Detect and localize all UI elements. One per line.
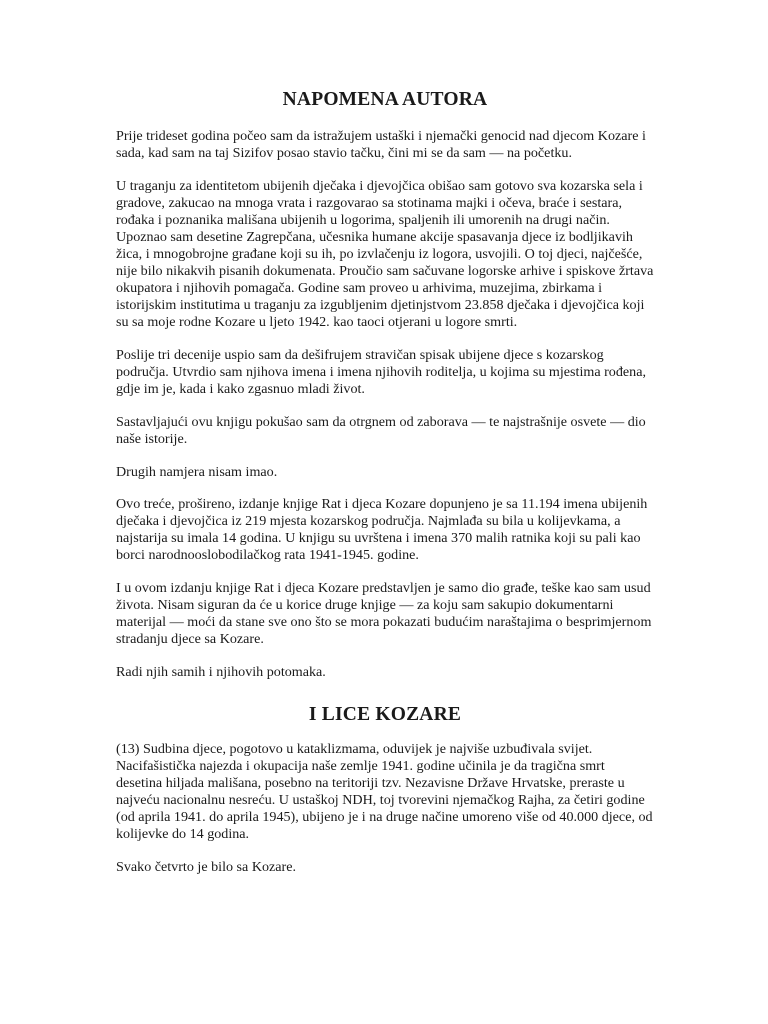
section-title-lice-kozare: I LICE KOZARE <box>308 703 462 725</box>
paragraph: Radi njih samih i njihovih potomaka. <box>116 663 326 680</box>
paragraph: Prije trideset godina počeo sam da istražujem ustaški i njemački genocid nad djecom Kozare i sada, kad sam na taj Sizifov posao stavio tačku, čini mi se da sam — na početku. <box>116 128 646 162</box>
paragraph: Drugih namjera nisam imao. <box>116 463 278 480</box>
paragraph: U traganju za identitetom ubijenih dječaka i djevojčica obišao sam gotovo sva kozarska sela i gradove, zakucao na mnoga vrata i razgovarao sa stotinama majki i očeva, braće i sestara, rođaka i poznanika mališana ubijenih u logorima, spaljenih ili umorenih na drugi način. Upoznao sam desetine Zagrepčana, učesnika humane akcije spasavanja djece iz bodljikavih žica, i mnogobrojne građane koji su ih, po izvlačenju iz logora, usvojili. O toj djeci, najčešće, nije bilo nikakvih pisanih dokumenata. Proučio sam sačuvane logorske arhive i spiskove žrtava okupatora i njihovih pomagača. Godine sam proveo u arhivima, muzejima, zbirkama i istorijskim institutima u traganju za izgubljenim djetinjstvom 23.858 dječaka i djevojčica koji su sa moje rodne Kozare u ljeto 1942. kao taoci otjerani u logore smrti. <box>116 177 654 331</box>
section-title-napomena: NAPOMENA AUTORA <box>282 89 488 110</box>
paragraph: I u ovom izdanju knjige Rat i djeca Kozare predstavljen je samo dio građe, teške kao sam usud života. Nisam siguran da će u korice druge knjige — za koju sam sakupio dokumentarni materijal — moći da stane sve ono što se mora pokazati budućim naraštajima o besprimjernom stradanju djece sa Kozare. <box>116 579 652 648</box>
paragraph: Sastavljajući ovu knjigu pokušao sam da otrgnem od zaborava — te najstrašnije osvete — dio naše istorije. <box>116 413 646 447</box>
paragraph: Poslije tri decenije uspio sam da dešifrujem stravičan spisak ubijene djece s kozarskog područja. Utvrdio sam njihova imena i imena njihovih roditelja, u kojima su mjestima rođena, gdje im je, kada i kako zgasnuo mladi život. <box>116 347 646 398</box>
document-page <box>116 86 654 892</box>
paragraph: (13) Sudbina djece, pogotovo u kataklizmama, oduvijek je najviše uzbuđivala svijet. Nacifašistička najezda i okupacija naše zemlje 1941. godine učinila je da tragična smrt desetina hiljada mališana, posebno na teritoriji tzv. Nezavisne Države Hrvatske, preraste u najveću nacionalnu nesreću. U ustaškoj NDH, toj tvorevini njemačkog Rajha, za četiri godine (od aprila 1941. do aprila 1945), ubijeno je i na druge načine umoreno više od 40.000 djece, od kolijevke do 14 godina. <box>116 740 653 843</box>
paragraph: Svako četvrto je bilo sa Kozare. <box>116 859 297 875</box>
paragraph: Ovo treće, prošireno, izdanje knjige Rat i djeca Kozare dopunjeno je sa 11.194 imena ubijenih dječaka i djevojčica iz 219 mjesta kozarskog područja. Najmlađa su bila u kolijevkama, a najstarija su imala 14 godina. U knjigu su uvrštena i imena 370 malih ratnika koji su pali kao borci narodnooslobodilačkog rata 1941-1945. godine. <box>116 496 648 564</box>
